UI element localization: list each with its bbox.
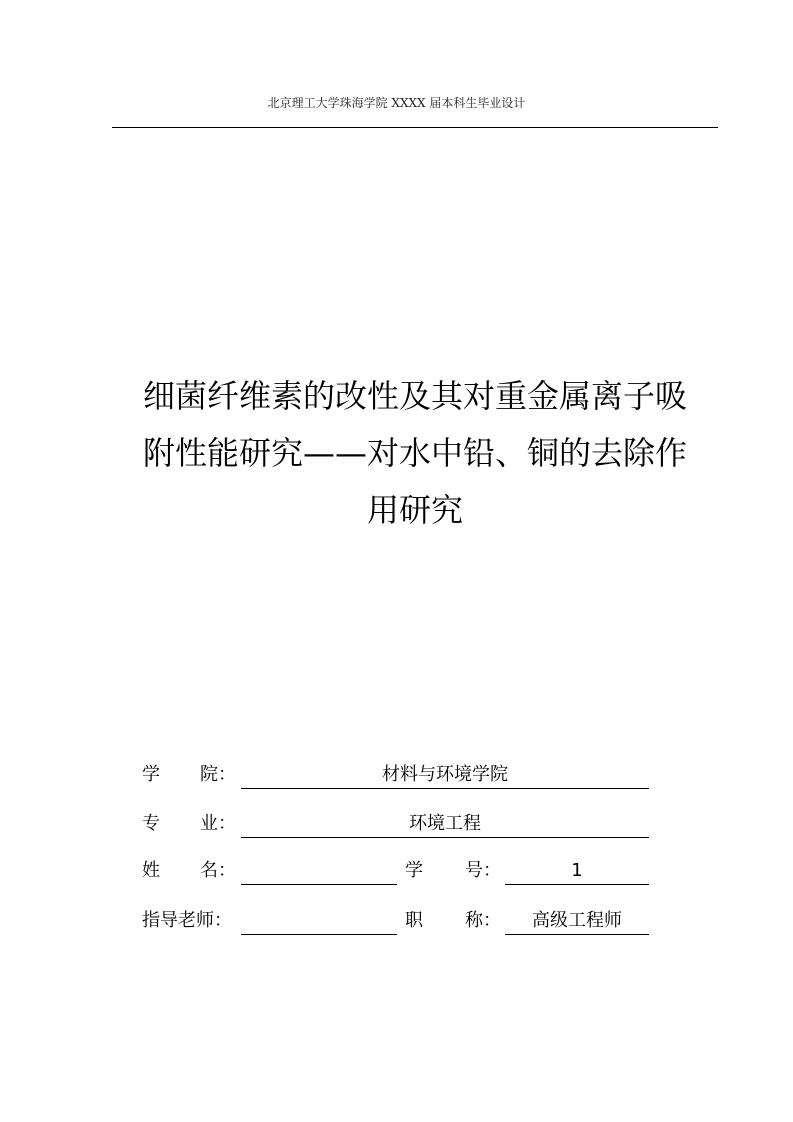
name-label-b: 名： (200, 860, 236, 881)
page-header: 北京理工大学珠海学院 XXXX 届本科生毕业设计 (267, 96, 526, 110)
college-underline (241, 788, 649, 789)
student-id-label-b: 号： (465, 860, 501, 881)
rank-label-a: 职 (405, 910, 423, 931)
major-row (0, 811, 793, 841)
title-line-3: 用研究 (366, 491, 463, 529)
major-value: 环境工程 (409, 813, 481, 834)
college-value: 材料与环境学院 (382, 764, 508, 785)
major-label-b: 业： (200, 813, 236, 834)
rank-label-b: 称： (465, 910, 501, 931)
header-rule (112, 127, 718, 128)
rank-underline (505, 934, 649, 935)
name-underline (241, 884, 397, 885)
college-row (0, 762, 793, 792)
name-id-row (0, 858, 793, 888)
name-label-a: 姓 (142, 860, 160, 881)
college-label-b: 院： (200, 764, 236, 785)
advisor-title-row (0, 908, 793, 938)
advisor-label: 指导老师： (142, 910, 232, 931)
student-id-label-a: 学 (405, 860, 423, 881)
rank-value: 高级工程师 (532, 910, 622, 931)
student-id-value: 1 (571, 860, 583, 881)
advisor-underline (241, 934, 397, 935)
major-label-a: 专 (142, 813, 160, 834)
college-label-a: 学 (142, 764, 160, 785)
thesis-title (112, 368, 718, 539)
student-id-underline (505, 884, 649, 885)
title-line-2: 附性能研究——对水中铅、铜的去除作 (142, 434, 687, 472)
title-line-1: 细菌纤维素的改性及其对重金属离子吸 (142, 377, 687, 415)
major-underline (241, 837, 649, 838)
